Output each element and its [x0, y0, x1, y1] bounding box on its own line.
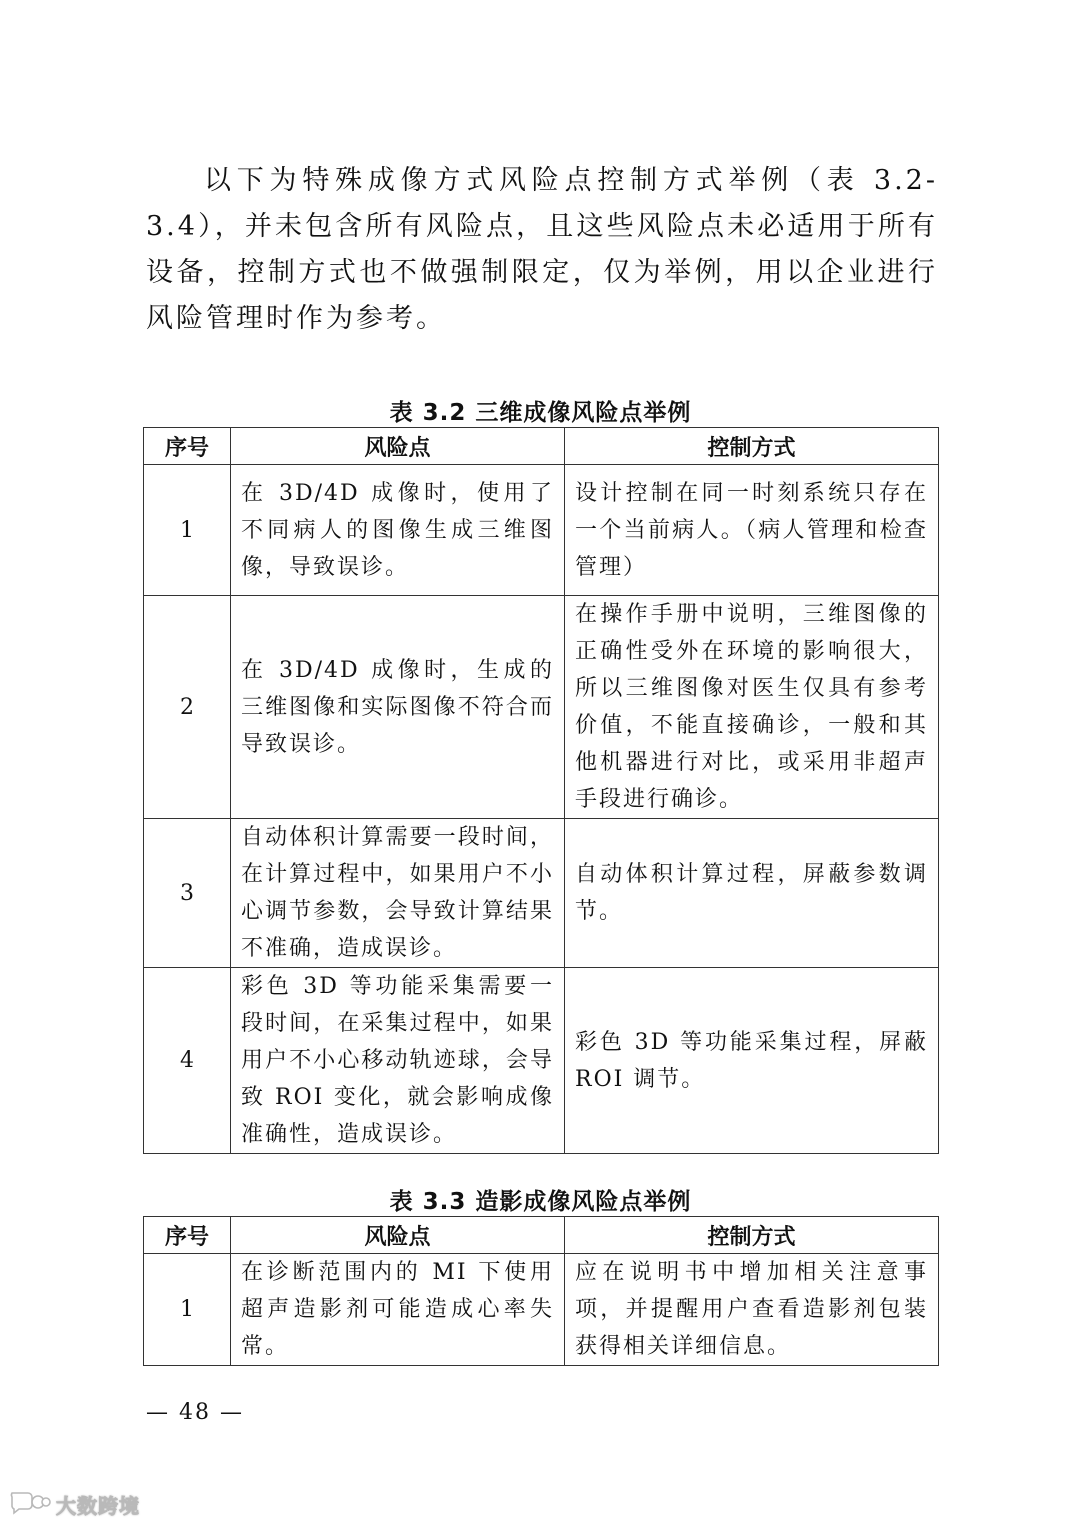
header-control: 控制方式 [565, 428, 939, 465]
table-header-row [144, 1217, 939, 1254]
table-3-3 [143, 1216, 939, 1366]
header-risk: 风险点 [231, 1217, 565, 1254]
row-risk: 在诊断范围内的 MI 下使用超声造影剂可能造成心率失常。 [231, 1254, 565, 1366]
row-control: 在操作手册中说明，三维图像的正确性受外在环境的影响很大，所以三维图像对医生仅具有参考价值，不能直接确诊，一般和其他机器进行对比，或采用非超声手段进行确诊。 [565, 596, 939, 819]
header-seq: 序号 [144, 1217, 231, 1254]
table-3-2-caption: 表 3.2 三维成像风险点举例 [389, 400, 692, 426]
table-row [144, 465, 939, 596]
table-row [144, 596, 939, 819]
table-row [144, 968, 939, 1154]
row-control: 自动体积计算过程，屏蔽参数调节。 [565, 819, 939, 968]
row-risk: 自动体积计算需要一段时间，在计算过程中，如果用户不小心调节参数，会导致计算结果不准确，造成误诊。 [231, 819, 565, 968]
intro-block [146, 158, 938, 342]
table-row [144, 1254, 939, 1366]
row-control: 应在说明书中增加相关注意事项，并提醒用户查看造影剂包装获得相关详细信息。 [565, 1254, 939, 1366]
row-control: 设计控制在同一时刻系统只存在一个当前病人。（病人管理和检查管理） [565, 465, 939, 596]
row-seq: 1 [144, 1254, 231, 1366]
table-header-row [144, 428, 939, 465]
row-risk: 在 3D/4D 成像时，使用了不同病人的图像生成三维图像，导致误诊。 [231, 465, 565, 596]
page-number: — 48 — [146, 1400, 244, 1425]
table-3-2 [143, 427, 939, 1154]
watermark-text: 大数跨境 [56, 1493, 140, 1518]
row-risk: 在 3D/4D 成像时，生成的三维图像和实际图像不符合而导致误诊。 [231, 596, 565, 819]
row-seq: 2 [144, 596, 231, 819]
row-seq: 4 [144, 968, 231, 1154]
header-risk: 风险点 [231, 428, 565, 465]
row-control: 彩色 3D 等功能采集过程，屏蔽 ROI 调节。 [565, 968, 939, 1154]
chat-bubble-icon [8, 1489, 52, 1519]
watermark [8, 1490, 140, 1518]
row-risk: 彩色 3D 等功能采集需要一段时间，在采集过程中，如果用户不小心移动轨迹球，会导致 ROI 变化，就会影响成像准确性，造成误诊。 [231, 968, 565, 1154]
header-seq: 序号 [144, 428, 231, 465]
row-seq: 1 [144, 465, 231, 596]
table-row [144, 819, 939, 968]
row-seq: 3 [144, 819, 231, 968]
table-3-3-caption: 表 3.3 造影成像风险点举例 [389, 1189, 692, 1215]
header-control: 控制方式 [565, 1217, 939, 1254]
intro-paragraph: 以下为特殊成像方式风险点控制方式举例（表 3.2- 3.4），并未包含所有风险点，且这些风险点未必适用于所有设备，控制方式也不做强制限定，仅为举例，用以企业进行风险管理时作为参考。 [146, 165, 938, 334]
